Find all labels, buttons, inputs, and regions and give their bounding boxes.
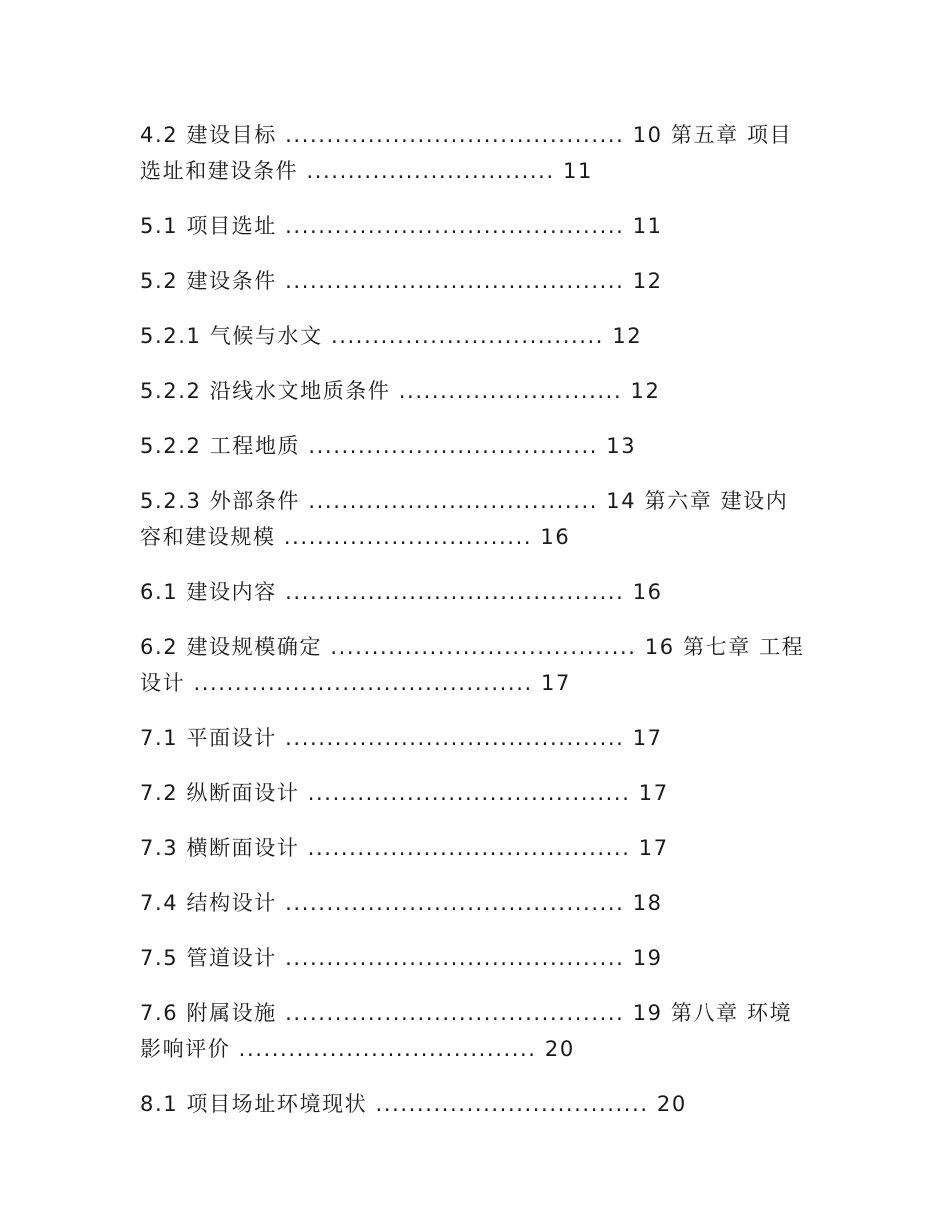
toc-entry-5-2-3[interactable]: 5.2.3 外部条件 ................................... 14 第六章 建设内容和建设规模 .............................. 16	[140, 489, 789, 549]
toc-entry-7-1[interactable]: 7.1 平面设计 ......................................... 17	[140, 726, 663, 750]
toc-entry-5-2-2-hydro[interactable]: 5.2.2 沿线水文地质条件 ........................... 12	[140, 379, 661, 403]
toc-entry-7-6[interactable]: 7.6 附属设施 ......................................... 19 第八章 环境影响评价 .................................... 20	[140, 1001, 793, 1061]
toc-entry-5-1[interactable]: 5.1 项目选址 ......................................... 11	[140, 214, 663, 238]
toc-entry-7-2[interactable]: 7.2 纵断面设计 ....................................... 17	[140, 781, 669, 805]
toc-entry-6-1[interactable]: 6.1 建设内容 ......................................... 16	[140, 580, 663, 604]
toc-entry-5-2-2-geo[interactable]: 5.2.2 工程地质 ................................... 13	[140, 434, 637, 458]
toc-entry-8-1[interactable]: 8.1 项目场址环境现状 ................................. 20	[140, 1092, 687, 1116]
toc-entry-7-5[interactable]: 7.5 管道设计 ......................................... 19	[140, 946, 663, 970]
toc-entry-7-4[interactable]: 7.4 结构设计 ......................................... 18	[140, 891, 663, 915]
toc-entry-7-3[interactable]: 7.3 横断面设计 ....................................... 17	[140, 836, 669, 860]
toc-entry-6-2[interactable]: 6.2 建设规模确定 ..................................... 16 第七章 工程设计 ......................................... 17	[140, 635, 805, 695]
toc-entry-5-2-1[interactable]: 5.2.1 气候与水文 ................................. 12	[140, 324, 643, 348]
toc-entry-5-2[interactable]: 5.2 建设条件 ......................................... 12	[140, 269, 663, 293]
toc-entry-4-2[interactable]: 4.2 建设目标 ......................................... 10 第五章 项目选址和建设条件 .............................. 11	[140, 123, 793, 183]
table-of-contents	[140, 117, 808, 1141]
